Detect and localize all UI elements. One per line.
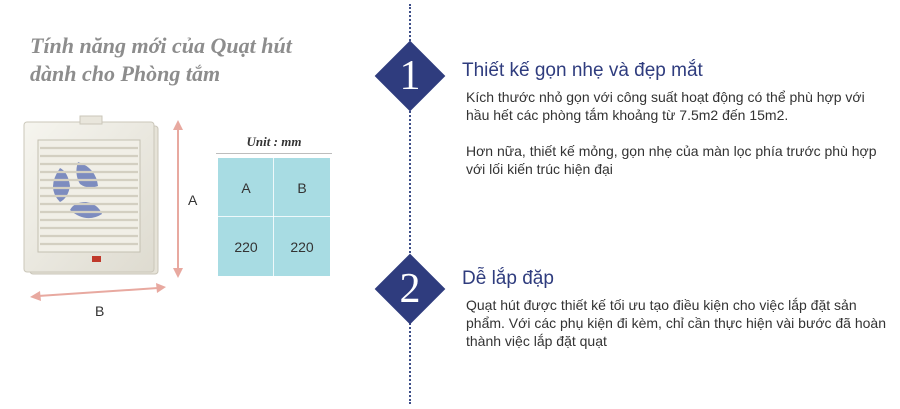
fan-image [24,116,158,274]
feature-description-2 [466,296,886,350]
feature-badge-1 [375,41,445,111]
table-grid-line [273,158,274,276]
unit-label: Unit : mm [246,134,302,149]
table-divider [216,153,332,154]
table-header-a: A [241,179,251,196]
heading-line-2: dành cho Phòng tắm [30,61,221,86]
heading-line-1: Tính năng mới của Quạt hút [30,33,292,58]
feature-number-1: 1 [399,53,421,99]
fan-diagram [0,110,200,330]
height-arrow [173,120,183,278]
feature-description-1 [466,88,886,178]
feature-title-2: Dễ lắp đặp [462,268,554,289]
table-grid-line [218,216,330,217]
page-heading [30,32,360,88]
feature-badge-2 [375,254,445,324]
dimension-label-b: B [95,303,105,319]
feature-paragraph: Quạt hút được thiết kế tối ưu tạo điều kiện cho việc lắp đặt sản phẩm. Với các phụ kiện đi kèm, chỉ cần thực hiện vài bước đã hoàn thành việc lắp đặt quạt [466,297,886,349]
spec-table [218,158,330,276]
feature-paragraph: Kích thước nhỏ gọn với công suất hoạt động có thể phù hợp với hầu hết các phòng tắm khoảng từ 7.5m2 đến 15m2. [466,89,865,123]
feature-number-2: 2 [399,266,421,312]
width-arrow [30,283,166,301]
table-value-b: 220 [290,238,314,255]
table-value-a: 220 [234,238,258,255]
dimension-label-a: A [188,192,198,208]
feature-title-1: Thiết kế gọn nhẹ và đẹp mắt [462,60,703,81]
feature-paragraph: Hơn nữa, thiết kế mỏng, gọn nhẹ của màn lọc phía trước phù hợp với lối kiến trúc hiện đại [466,143,877,177]
table-header-b: B [297,179,307,196]
